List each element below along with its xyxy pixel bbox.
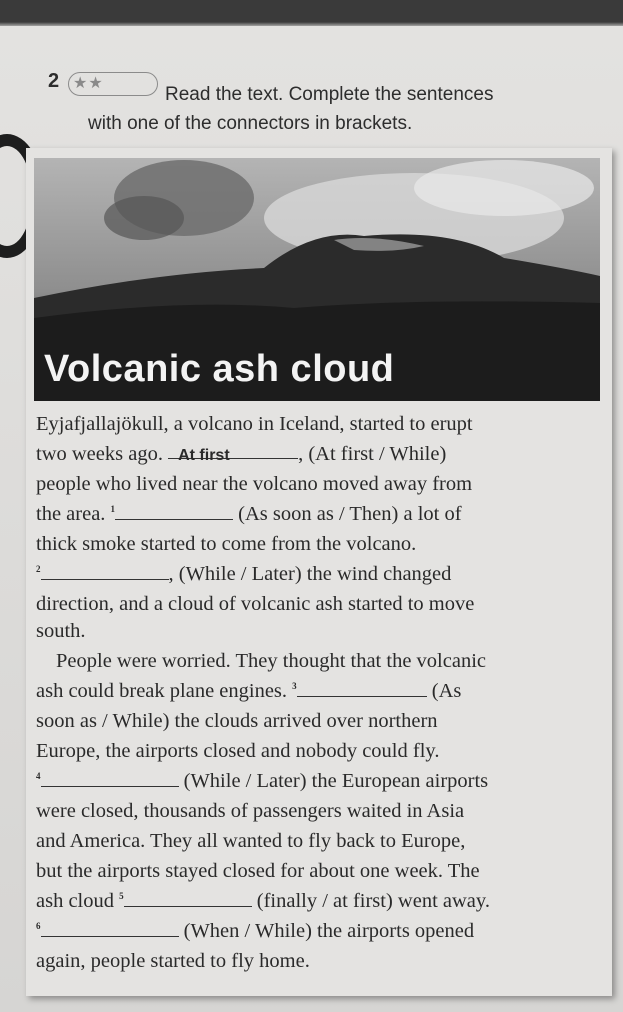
- difficulty-stars-badge: ★★: [68, 72, 158, 96]
- question-number: 5: [119, 891, 124, 901]
- connector-options: (As soon as / Then) a lot of: [238, 503, 462, 525]
- exercise-number: 2: [48, 70, 60, 92]
- text-fragment: the area.: [36, 503, 106, 525]
- text-line: [36, 890, 556, 913]
- connector-options: (When / While) the airports opened: [183, 920, 475, 942]
- text-line: soon as / While) the clouds arrived over northern: [36, 710, 438, 732]
- text-line: Europe, the airports closed and nobody could fly.: [36, 740, 440, 762]
- connector-options: , (At first / While): [298, 443, 447, 465]
- question-number: 4: [36, 771, 41, 781]
- instruction-line-2: with one of the connectors in brackets.: [88, 113, 413, 134]
- text-fragment: two weeks ago.: [36, 443, 163, 465]
- answer-blank-3[interactable]: [297, 681, 427, 697]
- text-line: People were worried. They thought that the volcanic: [56, 650, 486, 672]
- question-number: 3: [292, 681, 297, 691]
- answer-blank-1[interactable]: [115, 504, 233, 520]
- reading-card: [26, 148, 612, 996]
- text-line: people who lived near the volcano moved away from: [36, 473, 473, 495]
- answer-blank-5[interactable]: [124, 891, 252, 907]
- text-fragment: ash could break plane engines.: [36, 680, 288, 702]
- text-line: were closed, thousands of passengers waited in Asia: [36, 800, 465, 822]
- example-answer: At first: [178, 447, 230, 464]
- connector-options: (finally / at first) went away.: [256, 890, 490, 912]
- text-fragment: ash cloud: [36, 890, 114, 912]
- text-line: south.: [36, 620, 86, 642]
- text-line: and America. They all wanted to fly back to Europe,: [36, 830, 466, 852]
- text-line: but the airports stayed closed for about one week. The: [36, 860, 480, 882]
- text-line: again, people started to fly home.: [36, 950, 310, 972]
- connector-options: , (While / Later) the wind changed: [168, 563, 452, 585]
- text-line: thick smoke started to come from the volcano.: [36, 533, 417, 555]
- text-line: [36, 680, 556, 703]
- text-line: Eyjafjallajökull, a volcano in Iceland, started to erupt: [36, 413, 473, 435]
- question-number: 2: [36, 564, 41, 574]
- question-number: 6: [36, 921, 41, 931]
- instruction-line-1: Read the text. Complete the sentences: [165, 84, 494, 105]
- text-line: [36, 563, 556, 586]
- connector-options: (As: [431, 680, 462, 702]
- article-title: Volcanic ash cloud: [44, 348, 395, 390]
- answer-blank-4[interactable]: [41, 771, 179, 787]
- answer-blank-6[interactable]: [41, 921, 179, 937]
- answer-blank-2[interactable]: [41, 564, 169, 580]
- question-number: 1: [110, 504, 116, 514]
- example-answer-blank: [168, 443, 298, 464]
- text-line: direction, and a cloud of volcanic ash started to move: [36, 593, 475, 615]
- connector-options: (While / Later) the European airports: [183, 770, 489, 792]
- text-line: [36, 443, 556, 466]
- volcano-photo: [34, 158, 600, 401]
- text-line: [36, 920, 556, 943]
- text-line: [36, 770, 556, 793]
- workbook-page: [0, 26, 623, 1012]
- text-line: [36, 503, 556, 526]
